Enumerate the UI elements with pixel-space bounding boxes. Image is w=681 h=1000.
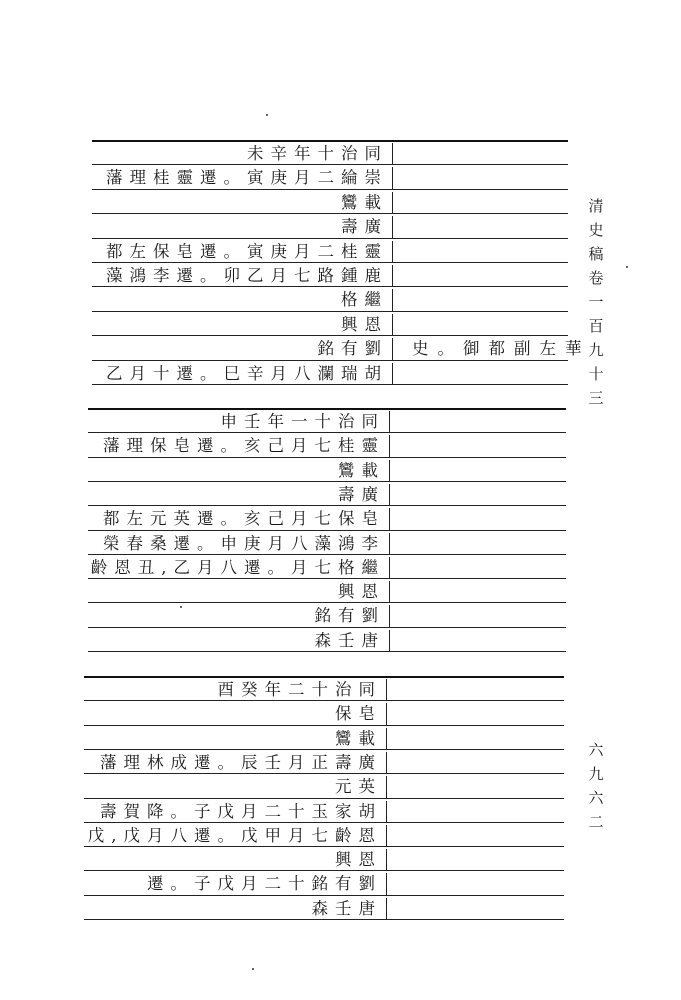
column-separator [386,873,387,895]
margin-glyph: 十 [588,365,604,383]
margin-glyph: 二 [588,813,604,831]
margin-glyph: 九 [588,341,604,359]
row-rule [88,481,566,482]
margin-glyph: 卷 [588,269,604,287]
table-row-left-cell: 齡恩丑,乙月八遷。月七格繼 [90,557,385,577]
table-row-left-cell: 未辛年十治同 [247,144,388,163]
row-rule [84,895,564,896]
table-row-left-cell: 藩理桂靈遷。寅庚月二綸崇 [106,168,388,188]
margin-glyph: 清 [588,197,604,215]
row-rule [92,164,568,165]
row-rule [88,505,566,506]
column-separator [392,265,393,287]
table-row-left-cell: 乙月十遷。巳辛月八瀾瑞胡 [106,363,388,383]
table-row-right-cell: 史。御都副左華 [412,339,591,359]
column-separator [392,363,393,385]
column-separator [386,679,387,701]
row-rule [92,189,568,190]
print-speck [626,266,628,268]
column-separator [389,460,390,482]
table-row-left-cell: 格繼 [341,290,388,310]
column-separator [392,167,393,189]
row-rule [92,262,568,263]
row-rule [92,384,568,385]
row-rule [84,846,564,847]
table-row-left-cell: 酉癸年二十治同 [217,680,382,699]
margin-page-number [586,738,606,834]
column-separator [386,825,387,847]
row-rule [92,311,568,312]
column-separator [389,581,390,603]
column-separator [386,898,387,920]
table-row-left-cell: 興恩 [341,314,388,334]
row-rule [92,238,568,239]
row-rule [84,773,564,774]
table-row-left-cell: 壽廣 [341,217,388,237]
column-separator [392,216,393,238]
margin-book-title [586,194,606,410]
column-separator [389,435,390,457]
print-speck [266,114,268,116]
column-separator [392,143,393,165]
row-rule [88,457,566,458]
column-separator [389,411,390,433]
table-row-left-cell: 元英 [335,777,382,797]
row-rule [88,530,566,531]
table-row-left-cell: 鸞載 [335,728,382,748]
column-separator [392,289,393,311]
column-separator [392,241,393,263]
margin-glyph: 史 [588,221,604,239]
row-rule [88,651,566,652]
row-rule [84,749,564,750]
column-separator [392,314,393,336]
table-row-left-cell: 都左元英遷。亥己月七保皂 [103,509,385,529]
column-separator [389,557,390,579]
table-row-left-cell: 興恩 [335,850,382,870]
print-speck [252,968,254,970]
margin-glyph: 六 [588,741,604,759]
table-row-left-cell: 申壬年一十治同 [220,412,385,431]
row-rule [92,335,568,336]
row-rule [88,602,566,603]
column-separator [389,484,390,506]
column-separator [392,338,393,360]
margin-glyph: 三 [588,389,604,407]
row-rule [88,578,566,579]
column-separator [389,630,390,652]
table-row-left-cell: 戊,戊月八遷。戊甲月七齡恩 [87,825,382,845]
column-separator [392,192,393,214]
table-row-left-cell: 藩理林成遷。辰壬月正壽廣 [100,752,382,772]
column-separator [386,752,387,774]
row-rule [92,360,568,361]
column-separator [386,801,387,823]
table-row-left-cell: 榮春桑遷。申庚月八藻鴻李 [103,533,385,553]
table-row-left-cell: 銘有劉 [317,339,388,359]
table-row-left-cell: 興恩 [338,582,385,602]
row-rule [88,432,566,433]
row-rule [84,700,564,701]
table-row-left-cell: 藩理保皂遷。亥己月七桂靈 [103,436,385,456]
column-separator [386,728,387,750]
row-rule [88,627,566,628]
table-row-left-cell: 保皂 [335,704,382,724]
table-row-left-cell: 銘有劉 [314,606,385,626]
column-separator [386,776,387,798]
table-row-left-cell: 森壬唐 [314,630,385,650]
row-rule [84,822,564,823]
margin-glyph: 一 [588,293,604,311]
margin-glyph: 六 [588,789,604,807]
table-row-left-cell: 森壬唐 [311,898,382,918]
row-rule [84,798,564,799]
margin-glyph: 九 [588,765,604,783]
column-separator [389,605,390,627]
column-separator [389,508,390,530]
row-rule [84,919,564,920]
row-rule [88,554,566,555]
row-rule [84,870,564,871]
table-row-left-cell: 遷。子戊月二十銘有劉 [147,874,382,894]
column-separator [386,849,387,871]
margin-glyph: 百 [588,317,604,335]
table-row-left-cell: 鸞載 [341,192,388,212]
print-speck [180,606,182,608]
table-row-left-cell: 鸞載 [338,460,385,480]
column-separator [386,703,387,725]
margin-glyph: 稿 [588,245,604,263]
table-row-left-cell: 藻鴻李遷。卯乙月七路鍾鹿 [106,266,388,285]
row-rule [92,213,568,214]
table-row-left-cell: 壽賀降。子戊月二十玉家胡 [100,801,382,821]
row-rule [92,286,568,287]
row-rule [84,725,564,726]
table-row-left-cell: 都左保皂遷。寅庚月二桂靈 [106,241,388,261]
table-row-left-cell: 壽廣 [338,484,385,504]
column-separator [389,533,390,555]
